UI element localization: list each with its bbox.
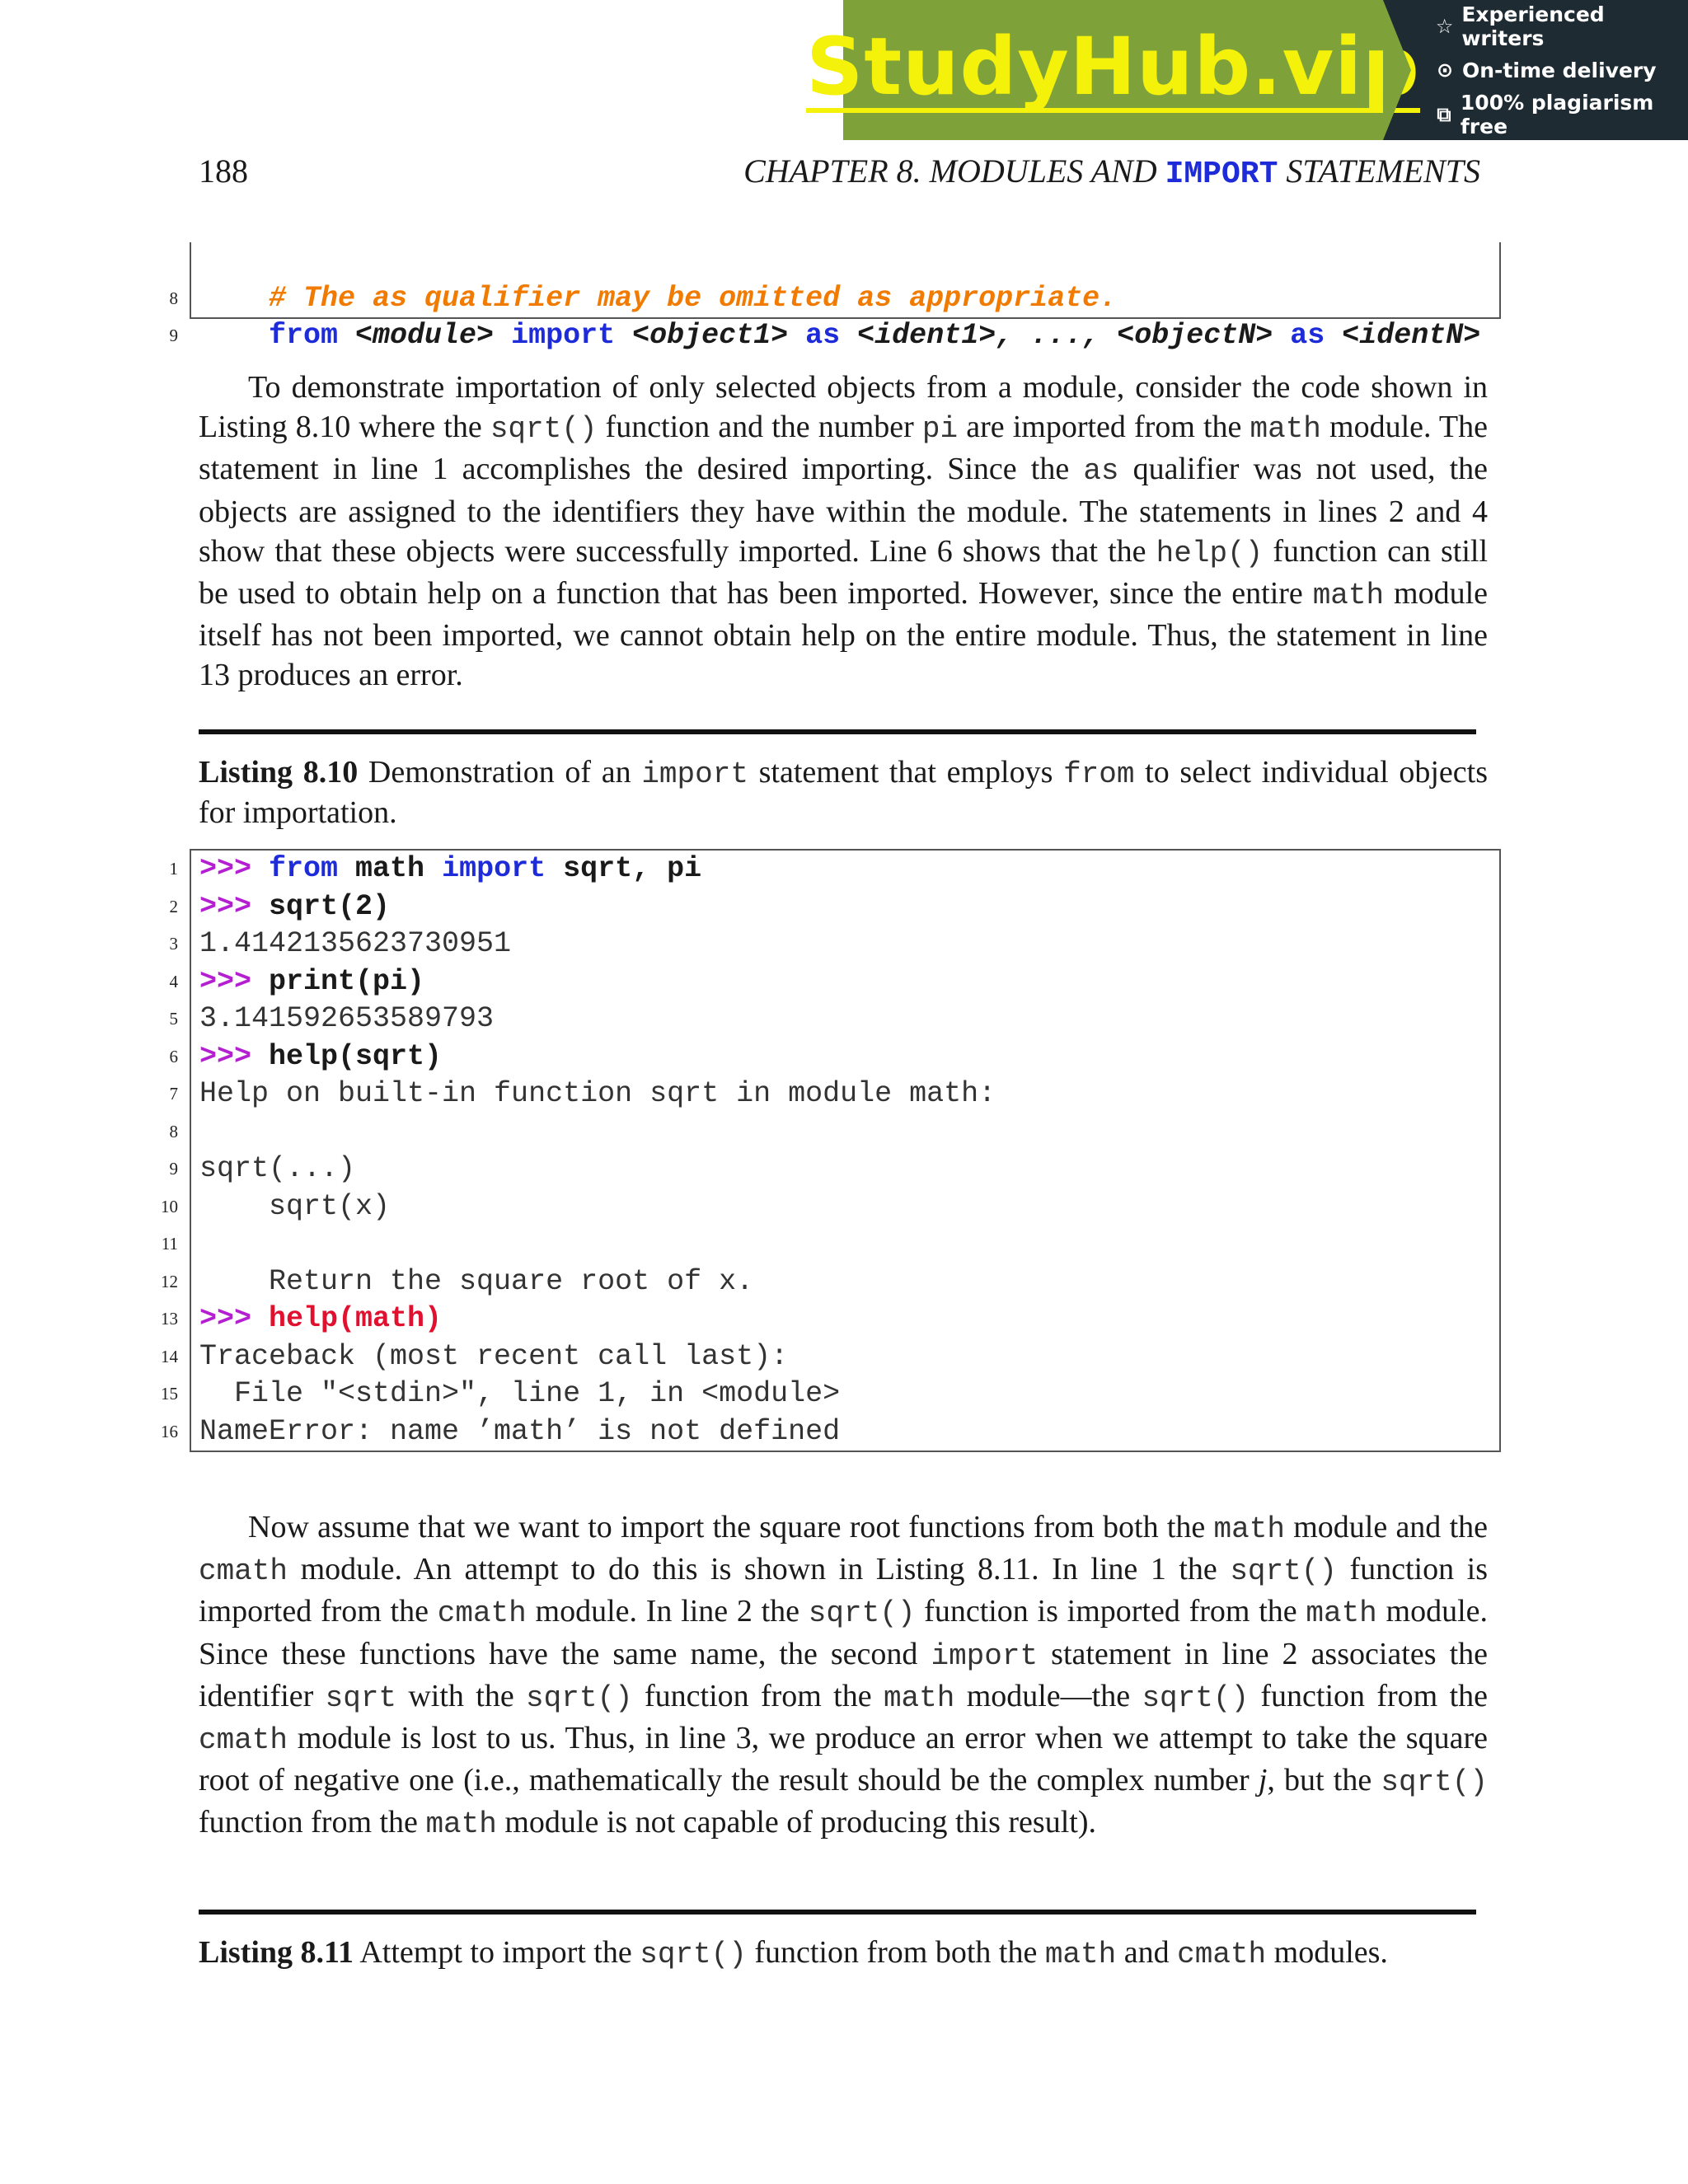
code-text: <ident1>, ..., <objectN> <box>840 319 1291 352</box>
code-output: Traceback (most recent call last): <box>199 1339 789 1373</box>
code-line <box>161 1301 1499 1338</box>
code-line <box>169 280 1499 352</box>
paragraph-selected-import <box>199 368 1488 696</box>
code-line <box>161 1226 1499 1263</box>
code-line <box>161 1376 1499 1413</box>
perk-text: Experienced writers <box>1461 2 1605 50</box>
perk-on-time-delivery <box>1434 59 1688 82</box>
listing-8-10-caption: Listing 8.10 Demonstration of an import statement that employs from to select individual objects for importation. <box>199 755 1489 830</box>
clock-icon: ⊙ <box>1436 59 1454 82</box>
prompt: >>> <box>199 852 270 885</box>
code-line <box>161 1413 1499 1451</box>
code-line <box>169 1113 1499 1151</box>
paragraph-text: To demonstrate importation of only selected objects from a module, consider the code shown in Listing 8.10 where the sqrt() function and the number pi are imported from the math module. The statement in line 1 accomplishes the desired importing. Since the as qualifier was not used, the objects are assigned to the identifiers they have within the module. The statements in lines 2 and 4 show that these objects were successfully imported. Line 6 shows that the help() function can still be used to obtain help on a function that has been imported. However, since the entire math module itself has not been imported, we cannot obtain help on the entire module. Thus, the statement in line 13 produces an error. <box>199 370 1488 693</box>
code-comment: # The as qualifier may be omitted as appropriate. <box>269 281 1118 315</box>
keyword: from <box>269 319 339 352</box>
line-number: 3 <box>169 934 178 954</box>
star-icon: ☆ <box>1435 14 1454 38</box>
line-number: 4 <box>169 971 178 991</box>
code-line <box>161 1338 1499 1376</box>
code-line <box>161 1263 1499 1301</box>
prompt: >>> <box>199 964 270 998</box>
line-number: 16 <box>161 1421 178 1441</box>
running-head <box>743 152 1480 192</box>
paragraph-name-clash <box>199 1507 1488 1845</box>
code-output: Help on built-in function sqrt in module math: <box>199 1077 996 1110</box>
studyhub-banner[interactable] <box>806 0 1688 140</box>
code-line <box>169 888 1499 926</box>
code-text: help(sqrt) <box>269 1039 443 1073</box>
chapter-prefix: CHAPTER 8. MODULES AND <box>743 152 1165 190</box>
code-line <box>169 1038 1499 1076</box>
page-number: 188 <box>199 152 248 190</box>
banner-arrow <box>1383 0 1411 140</box>
line-number: 2 <box>169 896 178 916</box>
keyword: as <box>1290 319 1325 352</box>
listing-8-11-caption: Listing 8.11 Attempt to import the sqrt() function from both the math and cmath modules. <box>199 1935 1388 1971</box>
code-text: <module> <box>338 319 512 352</box>
prompt: >>> <box>199 1302 270 1335</box>
code-text: print(pi) <box>269 964 425 998</box>
code-text: <identN> <box>1325 319 1481 352</box>
listing-rule <box>199 729 1476 734</box>
listing-label: Listing 8.11 <box>199 1935 354 1970</box>
keyword: import <box>442 852 546 885</box>
perk-plagiarism-free <box>1434 91 1688 138</box>
line-number: 1 <box>169 859 178 879</box>
paragraph-text: Now assume that we want to import the square root functions from both the math module and the cmath module. An attempt to do this is shown in Listing 8.11. In line 1 the sqrt() function is imported from the cmath module. In line 2 the sqrt() function is imported from the math module. Since these functions have the same name, the second import statement in line 2 associates the identifier sqrt with the sqrt() function from the math module—the sqrt() function from the cmath module is lost to us. Thus, in line 3, we produce an error when we attempt to take the square root of negative one (i.e., mathematically the result should be the complex number j, but the sqrt() function from the math module is not capable of producing this result). <box>199 1510 1489 1842</box>
code-text: sqrt(2) <box>269 889 391 923</box>
prompt: >>> <box>199 1039 270 1073</box>
code-line <box>169 1151 1499 1188</box>
code-listing-continued <box>169 242 1501 352</box>
perk-text: On-time delivery <box>1462 58 1657 82</box>
line-number: 10 <box>161 1196 178 1216</box>
line-number: 9 <box>169 326 178 345</box>
perk-text: 100% plagiarism free <box>1460 90 1654 138</box>
code-output: File "<stdin>", line 1, in <module> <box>199 1377 841 1410</box>
code-line <box>169 963 1499 1001</box>
code-error-text: help(math) <box>269 1302 443 1335</box>
line-number: 13 <box>161 1309 178 1329</box>
code-line <box>169 926 1499 963</box>
code-line <box>161 1188 1499 1226</box>
keyword: as <box>805 319 841 352</box>
keyword: import <box>511 319 616 352</box>
line-number: 15 <box>161 1384 178 1404</box>
code-output: Return the square root of x. <box>199 1264 754 1298</box>
line-number: 8 <box>169 288 178 308</box>
code-output: 1.4142135623730951 <box>199 927 512 960</box>
banner-perks <box>1383 0 1688 140</box>
code-line <box>169 851 1499 888</box>
line-number: 5 <box>169 1009 178 1029</box>
line-number: 11 <box>161 1234 178 1254</box>
copy-icon: ⧉ <box>1437 102 1451 126</box>
line-number: 14 <box>161 1346 178 1366</box>
code-output: sqrt(...) <box>199 1152 356 1185</box>
brand-text: StudyHub.vip <box>806 21 1420 113</box>
code-line <box>169 1076 1499 1113</box>
chapter-keyword: IMPORT <box>1165 157 1278 192</box>
code-text: sqrt, pi <box>546 852 702 885</box>
keyword: from <box>269 852 339 885</box>
line-number: 8 <box>169 1121 178 1141</box>
code-output: sqrt(x) <box>199 1189 391 1223</box>
listing-label: Listing 8.10 <box>199 755 359 790</box>
code-listing-8-10 <box>161 849 1501 1452</box>
line-number: 7 <box>169 1084 178 1104</box>
line-number: 6 <box>169 1046 178 1066</box>
listing-rule <box>199 1910 1476 1915</box>
chapter-suffix: STATEMENTS <box>1278 152 1480 190</box>
code-line <box>169 1001 1499 1038</box>
studyhub-logo[interactable] <box>806 0 1420 140</box>
line-number: 12 <box>161 1271 178 1291</box>
code-output: NameError: name ’math’ is not defined <box>199 1414 841 1448</box>
line-number: 9 <box>169 1159 178 1179</box>
code-output: 3.141592653589793 <box>199 1002 495 1035</box>
code-text: <object1> <box>615 319 806 352</box>
perk-experienced-writers <box>1434 2 1688 50</box>
code-line <box>169 242 1499 315</box>
prompt: >>> <box>199 889 270 923</box>
code-text: math <box>338 852 443 885</box>
